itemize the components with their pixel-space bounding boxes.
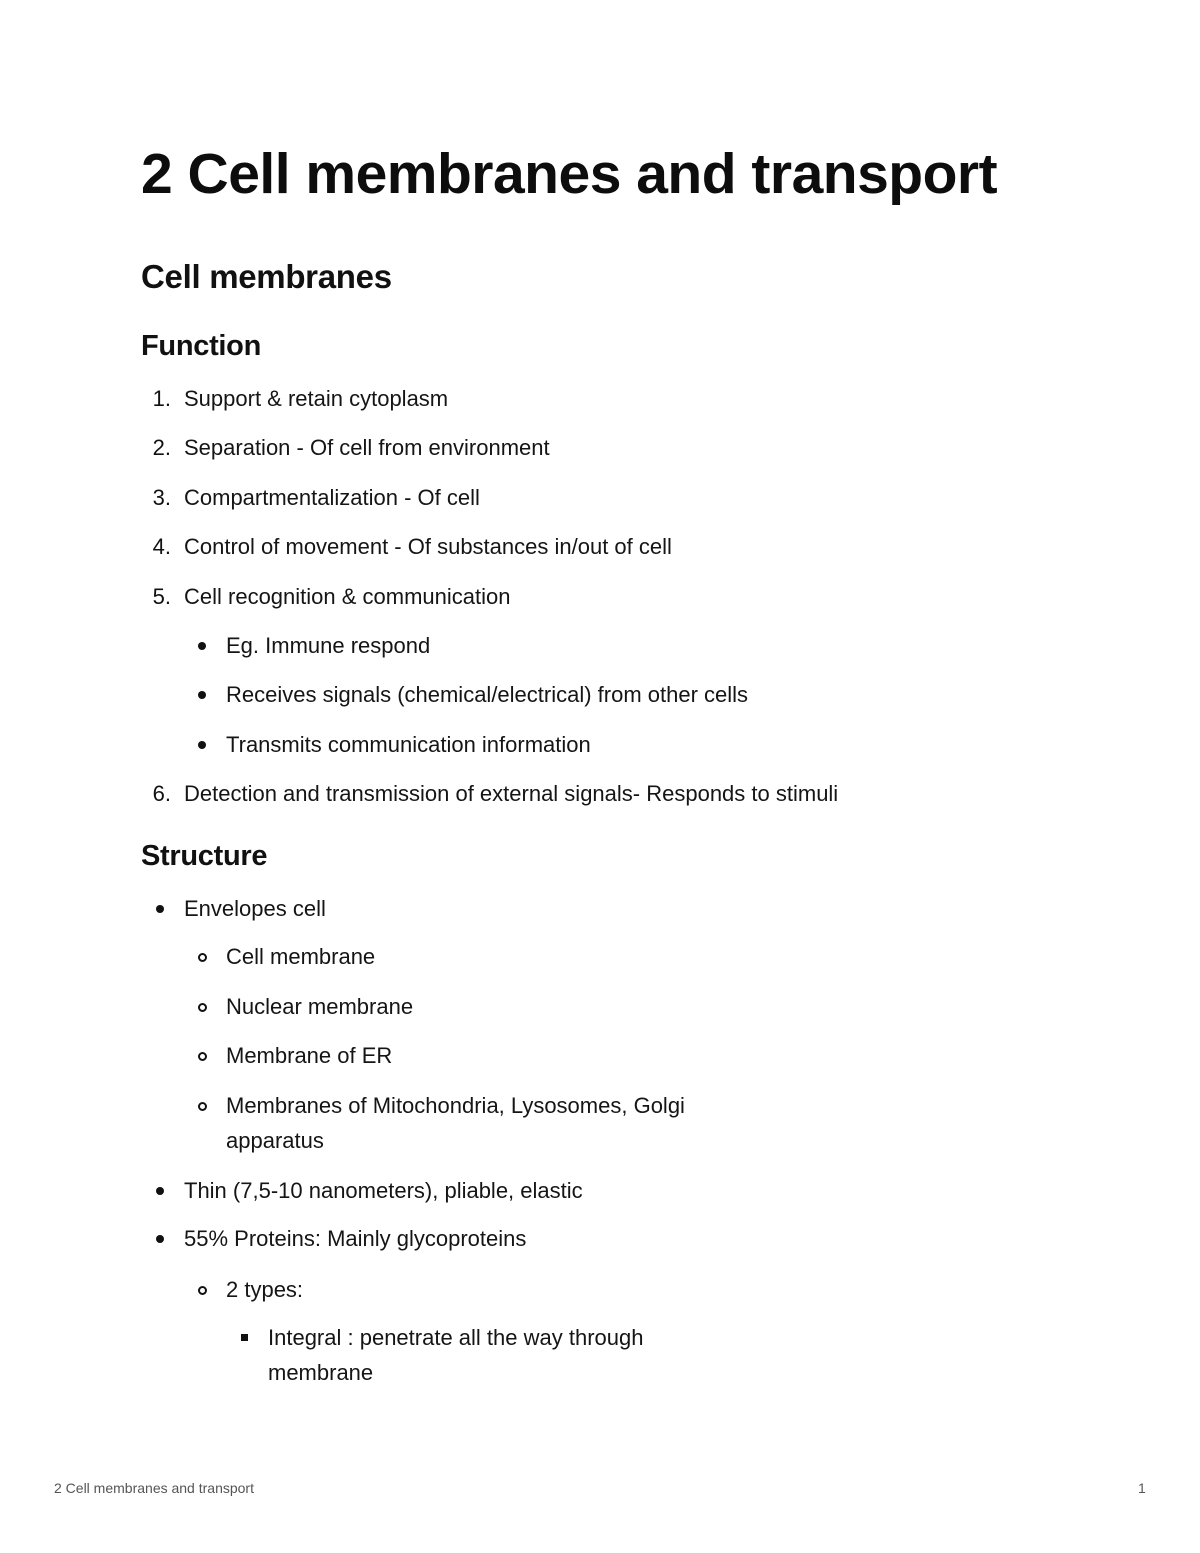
section-heading-cell-membranes: Cell membranes xyxy=(141,258,392,295)
list-item-text-continuation: apparatus xyxy=(226,1128,324,1153)
list-item-text: 55% Proteins: Mainly glycoproteins xyxy=(184,1226,527,1251)
list-item-text: Cell membrane xyxy=(226,944,376,969)
bullet-circle-icon xyxy=(198,1286,207,1295)
bullet-circle-icon xyxy=(198,1003,207,1012)
list-number: 1. xyxy=(152,386,171,411)
list-item-text: 2 types: xyxy=(226,1277,304,1302)
list-number: 5. xyxy=(152,584,171,609)
bullet-disc-icon xyxy=(156,1187,164,1195)
list-item-text: Transmits communication information xyxy=(226,732,591,757)
list-item-text: Support & retain cytoplasm xyxy=(184,386,449,411)
list-item-text: Receives signals (chemical/electrical) from other cells xyxy=(226,682,749,707)
heading-function: Function xyxy=(141,330,262,362)
list-number: 4. xyxy=(152,534,171,559)
bullet-circle-icon xyxy=(198,1102,207,1111)
bullet-disc-icon xyxy=(198,642,206,650)
bullet-circle-icon xyxy=(198,1052,207,1061)
heading-structure: Structure xyxy=(141,840,268,872)
list-item-text: Control of movement - Of substances in/out of cell xyxy=(184,534,672,559)
list-item-text: Cell recognition & communication xyxy=(184,584,511,609)
bullet-square-icon xyxy=(241,1334,248,1341)
list-item-text: Compartmentalization - Of cell xyxy=(184,485,480,510)
list-item-text: Detection and transmission of external signals- Responds to stimuli xyxy=(184,781,839,806)
list-item-text: Membranes of Mitochondria, Lysosomes, Golgi xyxy=(226,1093,685,1118)
bullet-disc-icon xyxy=(156,905,164,913)
list-item-text: Membrane of ER xyxy=(226,1043,393,1068)
bullet-disc-icon xyxy=(198,691,206,699)
bullet-disc-icon xyxy=(198,741,206,749)
list-number: 2. xyxy=(152,435,171,460)
footer-page-number: 1 xyxy=(1138,1480,1146,1496)
footer-document-name: 2 Cell membranes and transport xyxy=(54,1480,254,1496)
bullet-disc-icon xyxy=(156,1235,164,1243)
list-number: 6. xyxy=(152,781,171,806)
list-number: 3. xyxy=(152,485,171,510)
list-item-text: Thin (7,5-10 nanometers), pliable, elastic xyxy=(184,1178,583,1203)
page-title: 2 Cell membranes and transport xyxy=(141,142,998,206)
list-item-text: Integral : penetrate all the way through xyxy=(268,1325,644,1350)
list-item-text: Eg. Immune respond xyxy=(226,633,431,658)
list-item-text: Nuclear membrane xyxy=(226,994,414,1019)
list-item-text-continuation: membrane xyxy=(268,1360,374,1385)
bullet-circle-icon xyxy=(198,953,207,962)
list-item-text: Envelopes cell xyxy=(184,896,326,921)
list-item-text: Separation - Of cell from environment xyxy=(184,435,550,460)
